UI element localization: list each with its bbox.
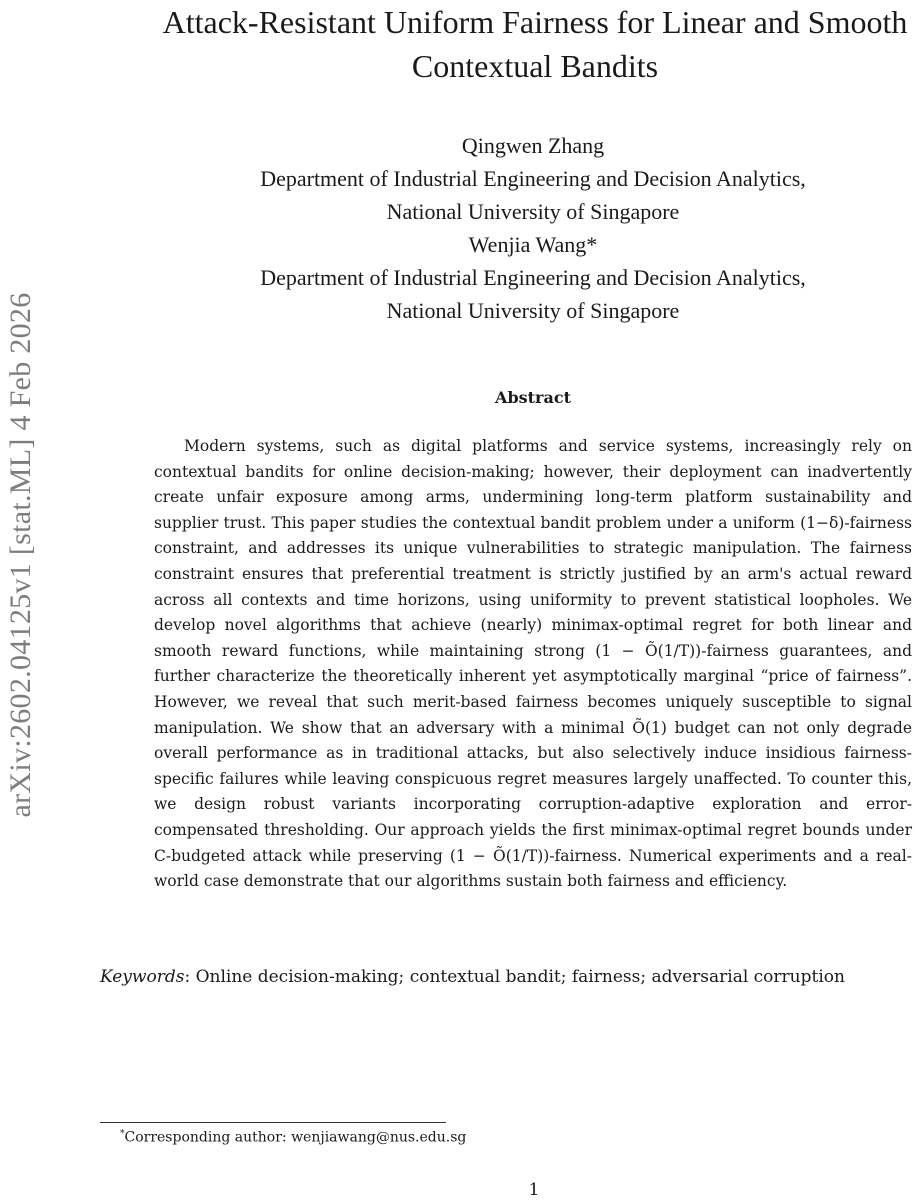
author-affiliation: Department of Industrial Engineering and Decision Analytics, <box>260 166 806 191</box>
author-name: Wenjia Wang* <box>468 232 598 257</box>
footnote-text: Corresponding author: wenjiawang@nus.edu.sg <box>124 1129 467 1146</box>
author-name: Qingwen Zhang <box>461 133 605 158</box>
footnote-divider <box>100 1122 446 1123</box>
author-affiliation: National University of Singapore <box>386 298 680 323</box>
author-affiliation: Department of Industrial Engineering and Decision Analytics, <box>260 265 806 290</box>
keywords-label: Keywords <box>100 967 185 987</box>
arxiv-stamp <box>0 215 42 895</box>
keywords-text: : Online decision-making; contextual bandit; fairness; adversarial corruption <box>184 967 845 987</box>
footnote <box>120 1129 466 1146</box>
paper-title: Attack-Resistant Uniform Fairness for Linear and Smooth Contextual Bandits <box>162 4 908 84</box>
keywords-line <box>100 967 915 987</box>
author-affiliation: National University of Singapore <box>386 199 680 224</box>
page-number: 1 <box>528 1180 540 1200</box>
abstract-body: Modern systems, such as digital platforms and service systems, increasingly rely on contextual bandits for online decision-making; however, their deployment can inadvertently create unfair exposure among arms, undermining long-term platform sustainability and supplier trust. This paper studies the contextual bandit problem under a uniform (1−δ)-fairness constraint, and addresses its unique vulnerabilities to strategic manipulation. The fairness constraint ensures that preferential treatment is strictly justified by an arm's actual reward across all contexts and time horizons, using uniformity to prevent statistical loopholes. We develop novel algorithms that achieve (nearly) minimax-optimal regret for both linear and smooth reward functions, while maintaining strong (1 − Õ(1/T))-fairness guarantees, and further characterize the theoretically inherent yet asymptotically marginal “price of fairness”. However, we reveal that such merit-based fairness becomes uniquely susceptible to signal manipulation. We show that an adversary with a minimal Õ(1) budget can not only degrade overall performance as in traditional attacks, but also selectively induce insidious fairness-specific failures while leaving conspicuous regret measures largely unaffected. To counter this, we design robust variants incorporating corruption-adaptive exploration and error-compensated thresholding. Our approach yields the first minimax-optimal regret bounds under C-budgeted attack while preserving (1 − Õ(1/T))-fairness. Numerical experiments and a real-world case demonstrate that our algorithms sustain both fairness and efficiency. <box>154 437 912 891</box>
footnote-mark: * <box>120 1129 125 1139</box>
abstract-heading: Abstract <box>495 388 571 407</box>
author-block <box>130 129 915 327</box>
arxiv-stamp-text: arXiv:2602.04125v1 [stat.ML] 4 Feb 2026 <box>4 292 37 818</box>
